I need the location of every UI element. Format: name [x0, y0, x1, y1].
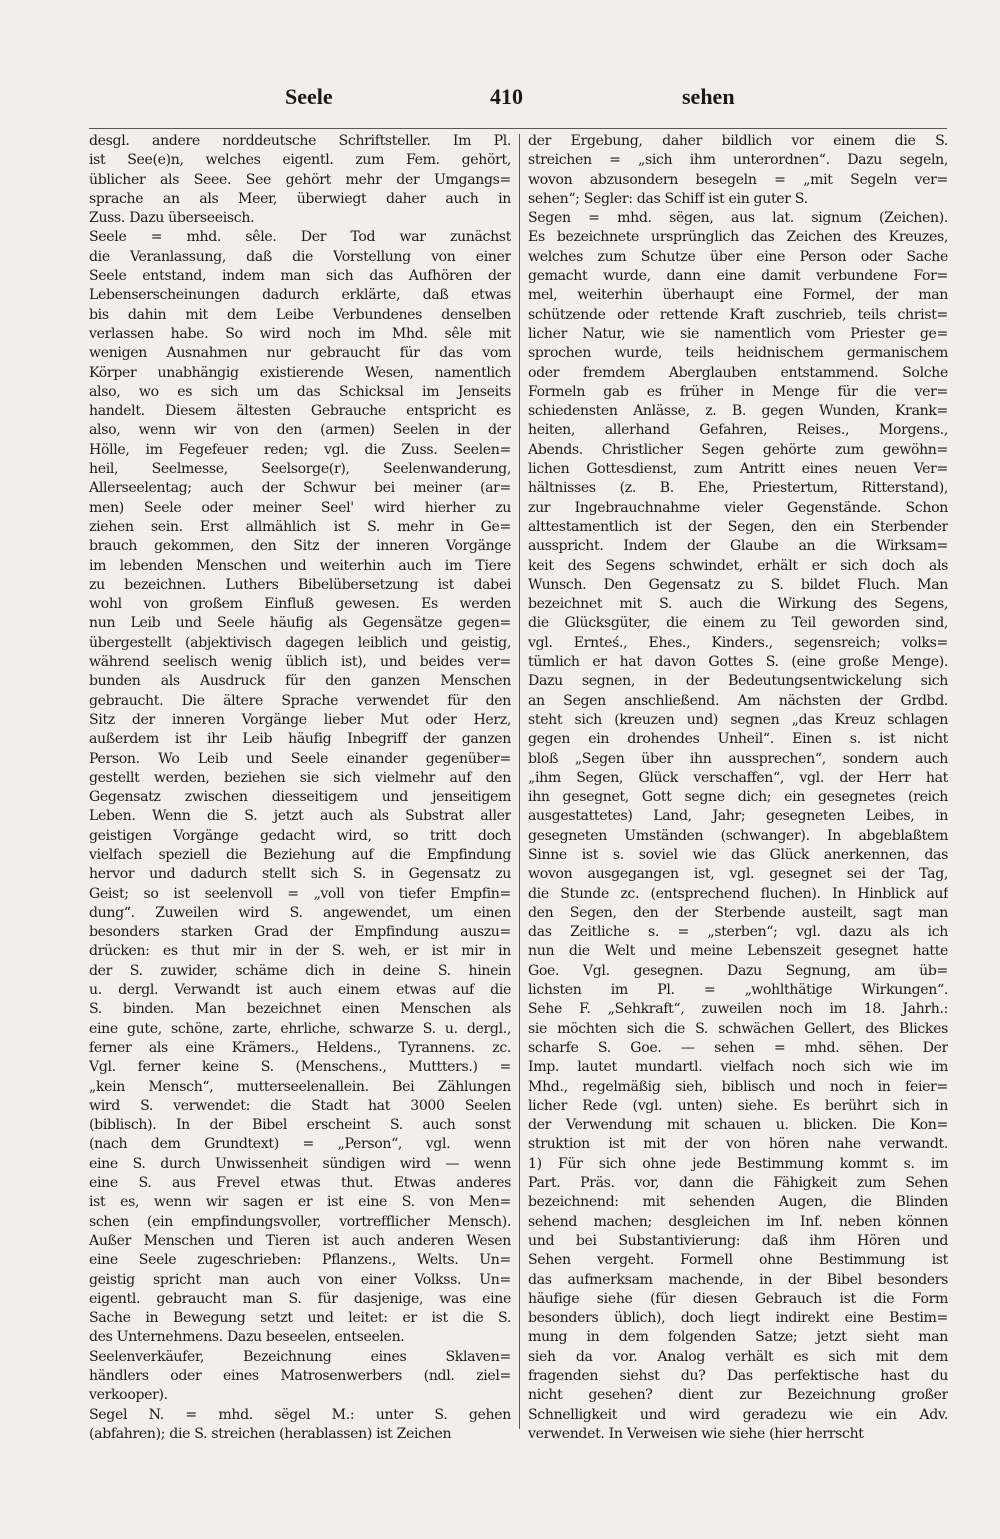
text-line: heiten, allerhand Gefahren, Reises., Morgens.,	[528, 422, 948, 439]
text-line: im lebenden Menschen und weiterhin auch im Tiere	[89, 557, 511, 574]
text-line: Dazu segnen, in der Bedeutungsentwickelung sich	[528, 673, 948, 690]
text-line: (biblisch). In der Bibel erscheint S. auch sonst	[89, 1117, 511, 1134]
text-line: (nach dem Grundtext) = „Person“, vgl. wenn	[89, 1136, 511, 1153]
text-line: Es bezeichnete ursprünglich das Zeichen des Kreuzes,	[528, 229, 948, 246]
text-line: gemacht wurde, dann eine damit verbundene For=	[528, 268, 948, 285]
text-line: wovon abzusondern besegeln = „mit Segeln ver=	[528, 171, 948, 188]
text-line: mel, weiterhin überhaupt eine Formel, der man	[528, 287, 948, 304]
text-line: übergestellt (abjektivisch dagegen leiblich und geistig,	[89, 634, 511, 651]
text-line: Leben. Wenn die S. jetzt auch als Substrat aller	[89, 808, 511, 825]
text-line: lichen Gottesdienst, zum Antritt eines neuen Ver=	[528, 461, 948, 478]
text-line: eine gute, schöne, zarte, ehrliche, schwarze S. u. dergl.,	[89, 1020, 511, 1037]
text-line: verlassen habe. So wird noch im Mhd. sêle mit	[89, 325, 511, 342]
text-line: Sitz der inneren Vorgänge lieber Mut oder Herz,	[89, 711, 511, 728]
running-header	[90, 84, 948, 114]
text-line: Person. Wo Leib und Seele einander gegenüber=	[89, 750, 511, 767]
text-line: Gegensatz zwischen diesseitigem und jenseitigem	[89, 789, 511, 806]
text-line: sie möchten sich die S. schwächen Gellert, des Blickes	[528, 1020, 948, 1037]
text-line: bunden als Ausdruck für den ganzen Menschen	[89, 673, 511, 690]
text-line: gebraucht. Die ältere Sprache verwendet für den	[89, 692, 511, 709]
text-line: Seele = mhd. sêle. Der Tod war zunächst	[89, 229, 511, 246]
text-line: schiedensten Anlässe, z. B. gegen Wunden, Krank=	[528, 403, 948, 420]
text-line: Sehe F. „Sehkraft“, zuweilen noch im 18. Jahrh.:	[528, 1001, 948, 1018]
text-line: Seelenverkäufer, Bezeichnung eines Sklaven=	[89, 1348, 511, 1365]
text-line: Schnelligkeit und wird geradezu wie ein Adv.	[528, 1406, 948, 1423]
text-line: eine S. durch Unwissenheit sündigen wird — wenn	[89, 1155, 511, 1172]
text-line: S. binden. Man bezeichnet einen Menschen als	[89, 1001, 511, 1018]
text-line: wohl von großem Einfluß gewesen. Es werden	[89, 596, 511, 613]
text-line: schützende oder rettende Kraft zuschrieb, teils christ=	[528, 306, 948, 323]
text-line: heil, Seelmesse, Seelsorge(r), Seelenwanderung,	[89, 461, 511, 478]
text-line: Wunsch. Den Gegensatz zu S. bildet Fluch. Man	[528, 576, 948, 593]
text-line: Mhd., regelmäßig sieh, biblisch und noch in feier=	[528, 1078, 948, 1095]
text-line: drücken: es thut mir in der S. weh, er ist mir in	[89, 943, 511, 960]
text-line: fragenden siehst du? Das perfektische hast du	[528, 1368, 948, 1384]
text-line: ausspricht. Indem der Glaube an die Wirksam=	[528, 538, 948, 555]
text-line: wovon ausgegangen ist, vgl. gesegnet sei der Tag,	[528, 866, 948, 883]
text-line: welches zum Schutze über eine Person oder Sache	[528, 248, 948, 265]
text-line: den Segen, den der Sterbende austeilt, sagt man	[528, 904, 948, 921]
text-line: u. dergl. Verwandt ist auch einem etwas auf die	[89, 982, 511, 999]
text-line: wenigen Ausnahmen nur gebraucht für das vom	[89, 345, 511, 362]
text-line: bezeichnend: mit sehenden Augen, die Blinden	[528, 1194, 948, 1211]
text-line: sieh da vor. Analog verhält es sich mit dem	[528, 1348, 948, 1365]
text-line: geistigen Vorgänge gedacht wird, so tritt doch	[89, 827, 511, 844]
text-line: 1) Für sich ohne jede Bestimmung kommt s. im	[528, 1155, 948, 1172]
text-line: ausgestattetes) Land, Jahr; gesegneten Leibes, in	[528, 808, 948, 825]
text-line: steht sich (kreuzen und) segnen „das Kreuz schlagen	[528, 711, 948, 728]
text-line: Sache in Bewegung setzt und leitet: er ist die S.	[89, 1310, 511, 1327]
text-line: also, wo es sich um das Schicksal im Jenseits	[89, 383, 511, 400]
text-line: gestellt werden, beziehen sie sich vielmehr auf den	[89, 769, 511, 786]
text-line: üblicher als Seee. See gehört mehr der Umgangs=	[89, 171, 511, 188]
text-line: des Unternehmens. Dazu beseelen, entseelen.	[89, 1329, 405, 1346]
text-line: der Verwendung mit schauen u. blicken. Die Kon=	[528, 1117, 948, 1134]
text-line: besonders üblich), doch liegt indirekt eine Bestim=	[528, 1310, 948, 1327]
text-line: die Glücksgüter, die einem zu Teil geworden sind,	[528, 615, 948, 632]
text-line: scharfe S. Goe. — sehen = mhd. sëhen. Der	[528, 1039, 948, 1056]
text-line: hältnisses (z. B. Ehe, Priestertum, Ritterstand),	[528, 480, 948, 497]
text-line: die Stunde zc. (entsprechend fluchen). In Hinblick auf	[528, 885, 948, 902]
text-line: bezeichnet mit S. auch die Wirkung des Segens,	[528, 596, 948, 613]
text-line: Körper unabhängig existierende Wesen, namentlich	[89, 364, 511, 381]
text-line: wird S. verwendet: die Stadt hat 3000 Seelen	[89, 1097, 511, 1114]
text-line: licher Natur, wie sie namentlich vom Priester ge=	[528, 325, 948, 342]
text-line: ist es, wenn wir sagen er ist eine S. von Men=	[89, 1194, 511, 1211]
text-line: ferner als eine Krämers., Heldens., Tyrannens. zc.	[89, 1039, 511, 1056]
text-line: gesegneten Umständen (schwanger). In abgeblaßtem	[528, 827, 948, 844]
text-line: zur Ingebrauchnahme vieler Gegenstände. Schon	[528, 499, 948, 516]
text-line: Lebenserscheinungen dadurch erklärte, daß etwas	[89, 287, 511, 304]
text-line: lichsten im Pl. = „wohlthätige Wirkungen“.	[528, 982, 948, 999]
text-line: handelt. Diesem ältesten Gebrauche entspricht es	[89, 403, 511, 420]
text-line: Hölle, im Fegefeuer reden; vgl. die Zuss. Seelen=	[89, 441, 511, 458]
text-line: Formeln gab es früher in Menge für die ver=	[528, 383, 948, 400]
text-line: die Veranlassung, daß die Vorstellung von einer	[89, 248, 511, 265]
text-line: Außer Menschen und Tieren ist auch anderen Wesen	[89, 1232, 511, 1249]
text-line: mung in dem folgenden Satze; jetzt sieht man	[528, 1329, 948, 1346]
text-line: verwendet. In Verweisen wie siehe (hier herrscht	[528, 1425, 864, 1442]
text-line: brauch gekommen, den Sitz der inneren Vorgänge	[89, 538, 511, 555]
text-line: Allerseelentag; auch der Schwur bei meiner (ar=	[89, 480, 511, 497]
text-line: der S. zuwider, schäme dich in deine S. hinein	[89, 962, 511, 979]
text-line: und bei Substantivierung: daß ihm Hören und	[528, 1232, 948, 1249]
text-line: hervor und dadurch stellt sich S. in Gegensatz zu	[89, 866, 511, 883]
text-line: händlers oder eines Matrosenwerbers (ndl. ziel=	[89, 1368, 511, 1384]
text-line: bloß „Segen über ihn aussprechen“, sondern auch	[528, 750, 948, 767]
text-line: an Segen anschließend. Am nächsten der Grdbd.	[528, 692, 948, 709]
header-rule	[89, 128, 947, 129]
text-line: ist See(e)n, welches eigentl. zum Fem. gehört,	[89, 152, 511, 169]
text-line: „ihm Segen, Glück verschaffen“, vgl. der Herr hat	[528, 769, 948, 786]
text-line: Sinne ist s. soviel wie das Glück anerkennen, das	[528, 846, 948, 863]
text-line: keit des Segens schwindet, erhält er sich doch als	[528, 557, 948, 574]
text-line: sprochen wurde, teils heidnischem germanischem	[528, 345, 948, 362]
text-line: eine S. aus Frevel etwas thut. Etwas anderes	[89, 1175, 511, 1192]
text-line: gegen ein drohendes Unheil“. Einen s. ist nicht	[528, 731, 948, 748]
text-line: zu bezeichnen. Luthers Bibelübersetzung ist dabei	[89, 576, 511, 593]
text-line: nun die Welt und meine Lebenszeit gesegnet hatte	[528, 943, 948, 960]
text-line: das Zeitliche s. = „sterben“; vgl. dazu als ich	[528, 924, 948, 941]
text-line: Zuss. Dazu überseeisch.	[89, 210, 255, 227]
text-line: Goe. Vgl. gesegnen. Dazu Segnung, am üb=	[528, 962, 948, 979]
text-line: vgl. Ernteś., Ehes., Kinders., segensreich; volks=	[528, 634, 948, 651]
text-line: Geist; so ist seelenvoll = „voll von tiefer Empfin=	[89, 885, 511, 902]
text-line: streichen = „sich ihm unterordnen“. Dazu segeln,	[528, 152, 948, 169]
text-line: Part. Präs. vor, dann die Fähigkeit zum Sehen	[528, 1175, 948, 1192]
text-line: Segel N. = mhd. sëgel M.: unter S. gehen	[89, 1406, 511, 1423]
left-column	[89, 132, 511, 1444]
text-line: desgl. andere norddeutsche Schriftsteller. Im Pl.	[89, 133, 511, 149]
text-line: Imp. lautet mundartl. vielfach noch sich wie im	[528, 1059, 948, 1076]
text-line: Seele entstand, indem man sich das Aufhören der	[89, 268, 511, 285]
text-line: vielfach speziell die Beziehung auf die Empfindung	[89, 846, 511, 863]
text-line: außerdem ist ihr Leib häufig Inbegriff der ganzen	[89, 731, 511, 748]
text-line: oder fremdem Aberglauben entstammend. Solche	[528, 364, 948, 381]
text-line: also, wenn wir von den (armen) Seelen in der	[89, 422, 511, 439]
text-line: eine Seele zugeschrieben: Pflanzens., Welts. Un=	[89, 1252, 511, 1269]
page-number: 410	[490, 84, 523, 109]
text-line: Abends. Christlicher Segen gehörte zum gewöhn=	[528, 441, 948, 458]
text-line: nun Leib und Seele häufig als Gegensätze gegen=	[89, 615, 511, 632]
text-line: „kein Mensch“, mutterseelenallein. Bei Zählungen	[89, 1078, 511, 1095]
text-line: Sehen vergeht. Formell ohne Bestimmung ist	[528, 1252, 948, 1269]
text-line: sehend machen; desgleichen im Inf. neben können	[528, 1213, 948, 1230]
text-line: (abfahren); die S. streichen (herablassen) ist Zeichen	[89, 1425, 452, 1442]
text-line: verkooper).	[89, 1387, 168, 1404]
text-line: licher Rede (vgl. unten) siehe. Es berührt sich in	[528, 1097, 948, 1114]
text-line: der Ergebung, daher bildlich vor einem die S.	[528, 133, 948, 149]
text-line: häufige siehe (für diesen Gebrauch ist die Form	[528, 1290, 948, 1307]
text-line: alttestamentlich ist der Segen, den ein Sterbender	[528, 518, 948, 535]
text-line: struktion ist mit der von hören nahe verwandt.	[528, 1136, 948, 1153]
text-line: dung“. Zuweilen wird S. angewendet, um einen	[89, 904, 511, 921]
text-line: das aufmerksam machende, in der Bibel besonders	[528, 1271, 948, 1288]
text-line: geistig spricht man auch von einer Volkss. Un=	[89, 1271, 511, 1288]
header-left-keyword: Seele	[285, 84, 333, 109]
right-column	[528, 132, 948, 1444]
text-line: besonders starken Grad der Empfindung auszu=	[89, 924, 511, 941]
text-line: Vgl. ferner keine S. (Menschens., Muttters.) =	[89, 1059, 511, 1076]
text-line: eigentl. gebraucht man S. für dasjenige, was eine	[89, 1290, 511, 1307]
text-line: nicht gesehen? dient zur Bezeichnung großer	[528, 1387, 948, 1404]
text-line: bis dahin mit dem Leibe Verbundenes denselben	[89, 306, 511, 323]
text-line: schen (ein empfindungsvoller, vortrefflicher Mensch).	[89, 1213, 511, 1230]
text-line: sehen“; Segler: das Schiff ist ein guter S.	[528, 190, 808, 207]
text-line: sprache an als Meer, überwiegt daher auch in	[89, 190, 511, 207]
header-right-keyword: sehen	[682, 84, 735, 109]
text-line: men) Seele oder meiner Seel' wird hierher zu	[89, 499, 511, 516]
text-line: tümlich er hat davon Gottes S. (eine große Menge).	[528, 654, 948, 671]
column-divider	[519, 134, 520, 1429]
text-line: Segen = mhd. sëgen, aus lat. signum (Zeichen).	[528, 210, 948, 227]
text-line: während seelisch wenig üblich ist), und beides ver=	[89, 654, 511, 671]
text-line: ihn gesegnet, Gott segne dich; ein gesegnetes (reich	[528, 789, 948, 806]
text-line: ziehen sein. Erst allmählich ist S. mehr in Ge=	[89, 518, 511, 535]
